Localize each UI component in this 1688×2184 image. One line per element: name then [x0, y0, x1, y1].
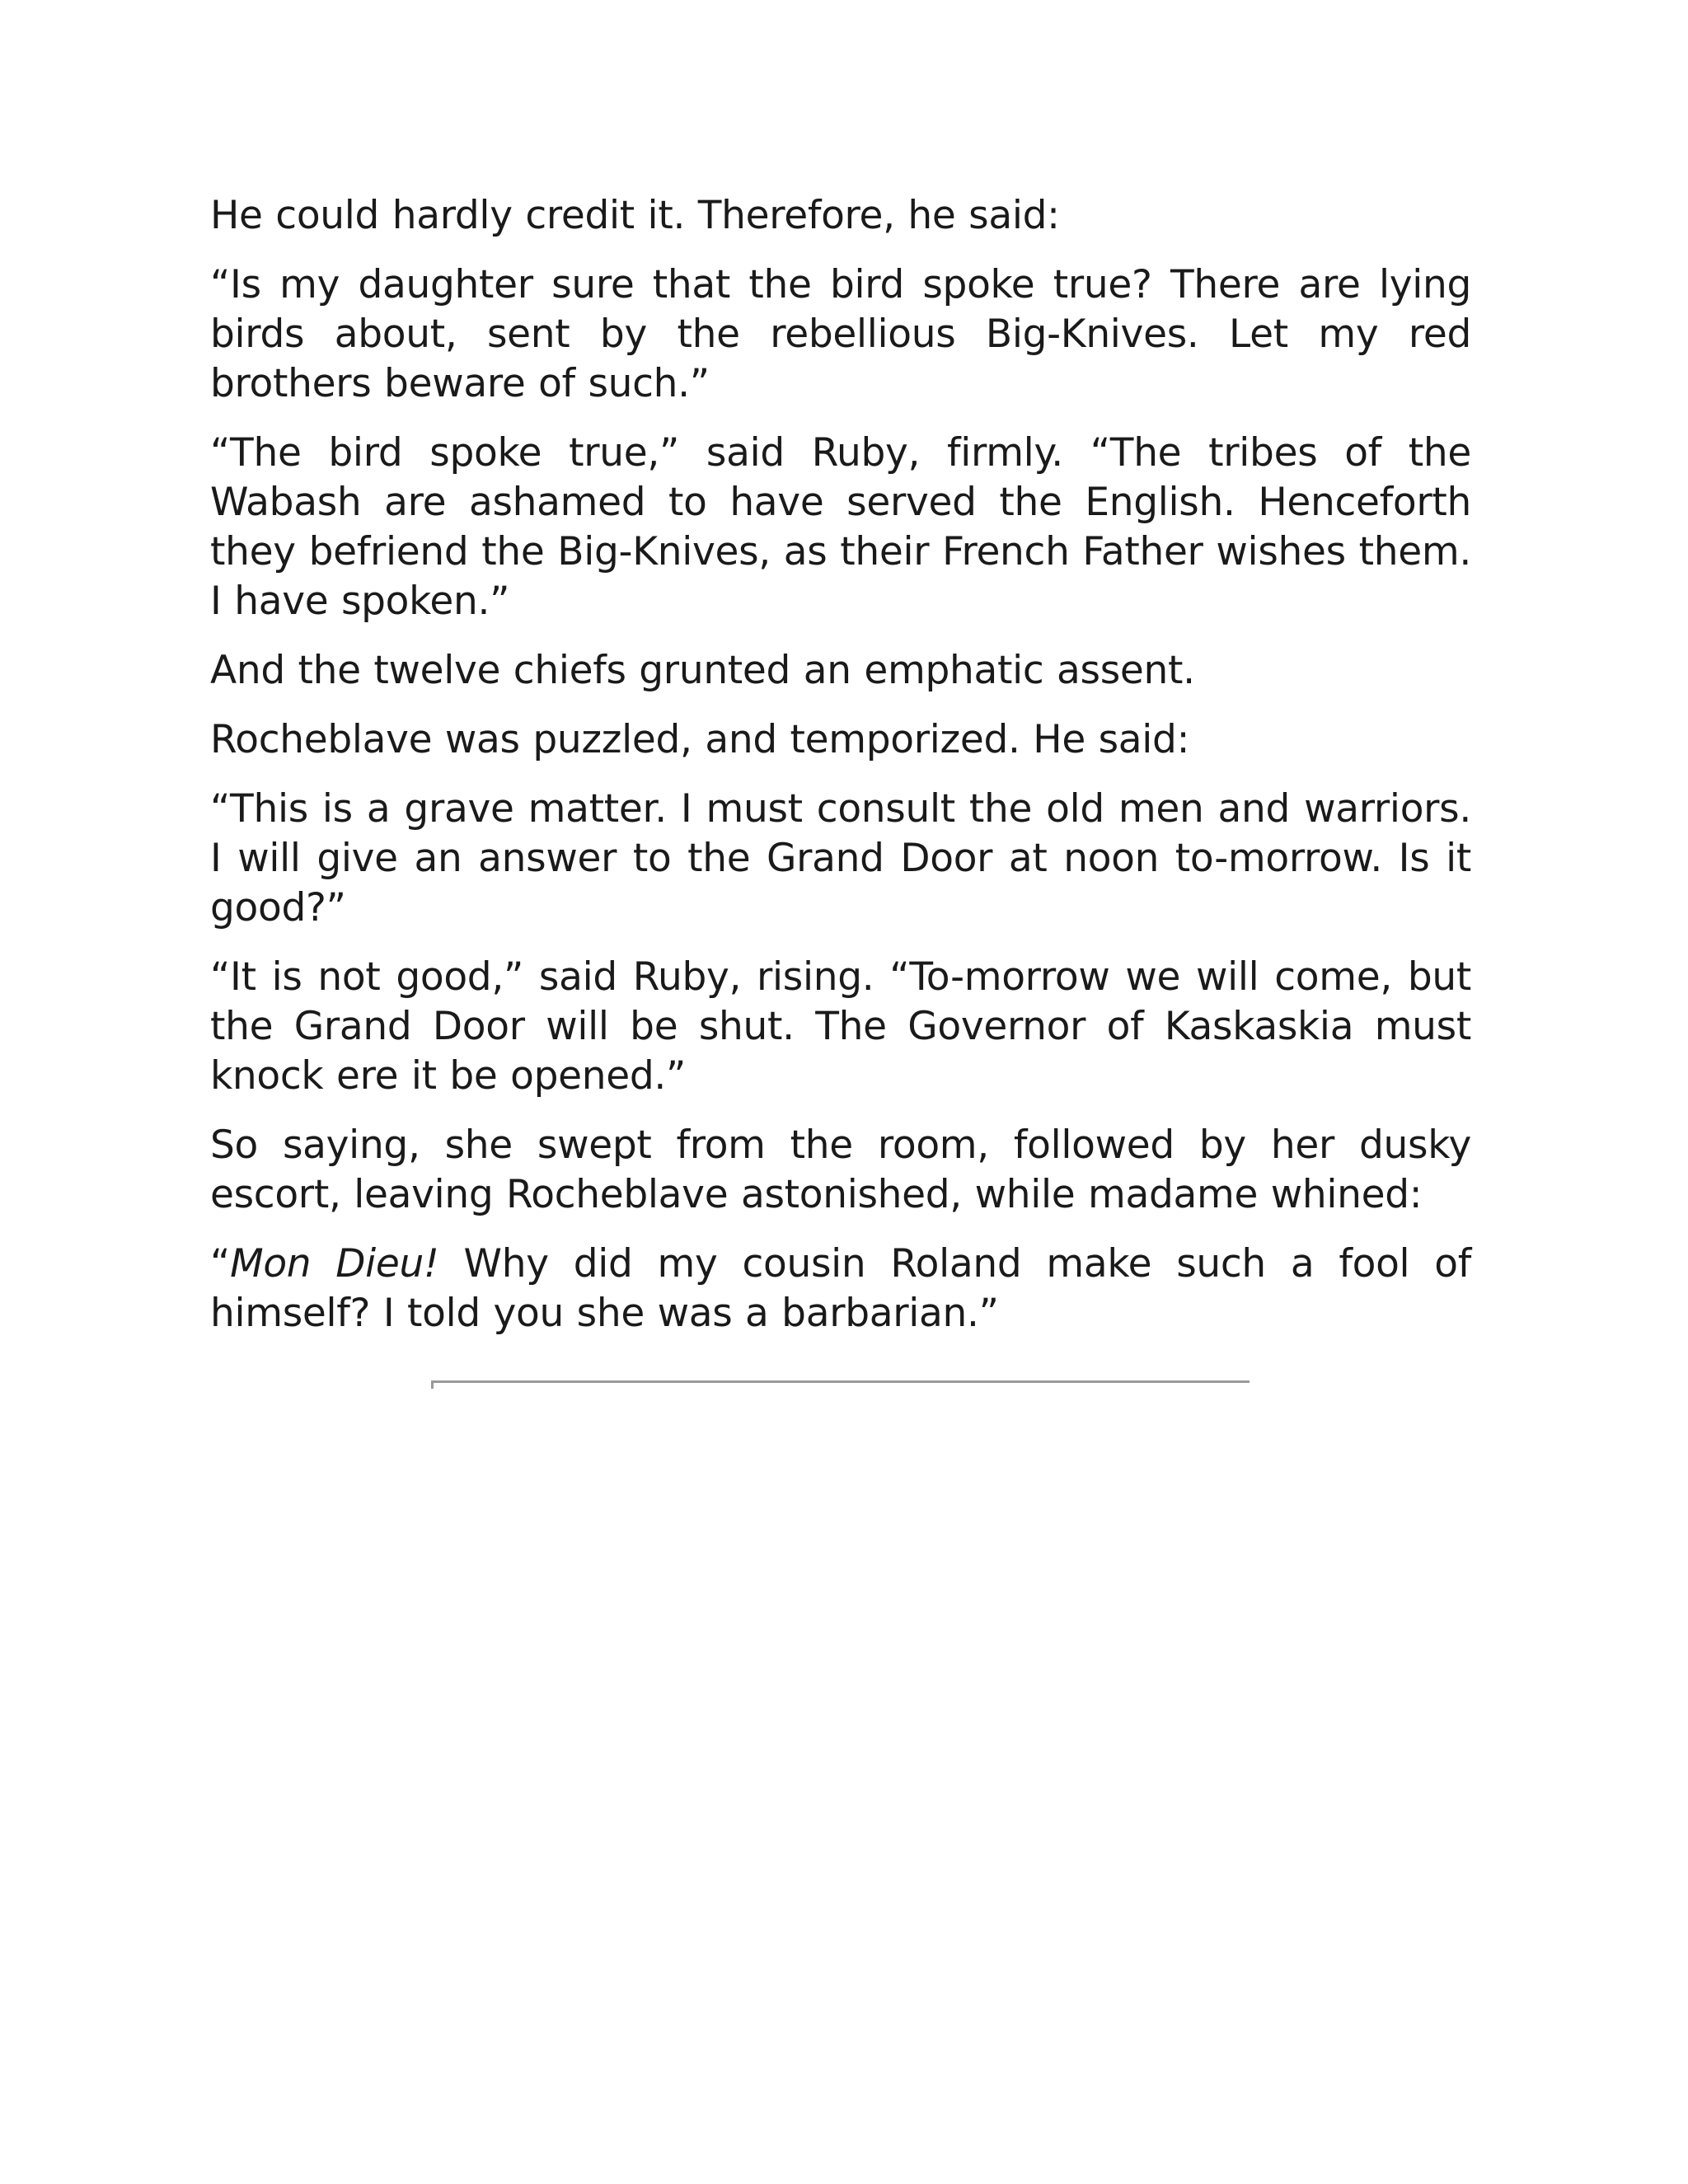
paragraph-9-rest: Why did my cousin Roland make such a fool of himself? I told you she was a barbarian.” [210, 1241, 1471, 1336]
paragraph-5: Rocheblave was puzzled, and temporized. He said: [210, 717, 1190, 762]
page-body [210, 191, 1471, 1358]
open-quote: “ [210, 1241, 231, 1286]
section-divider [431, 1380, 1250, 1383]
section-divider-tick [431, 1380, 434, 1389]
paragraph-4: And the twelve chiefs grunted an emphatic assent. [210, 648, 1195, 693]
italic-phrase: Mon Dieu! [230, 1241, 439, 1286]
paragraph-7: “It is not good,” said Ruby, rising. “To-morrow we will come, but the Grand Door will be shut. The Governor of Kaskaskia must knock ere it be opened.” [210, 954, 1471, 1099]
paragraph-1: He could hardly credit it. Therefore, he said: [210, 193, 1060, 238]
paragraph-8: So saying, she swept from the room, followed by her dusky escort, leaving Rocheblave astonished, while madame whined: [210, 1122, 1471, 1217]
paragraph-6: “This is a grave matter. I must consult the old men and warriors. I will give an answer to the Grand Door at noon to-morrow. Is it good?” [210, 786, 1471, 930]
paragraph-2: “Is my daughter sure that the bird spoke true? There are lying birds about, sent by the rebellious Big-Knives. Let my red brothers beware of such.” [210, 262, 1471, 406]
paragraph-3: “The bird spoke true,” said Ruby, firmly. “The tribes of the Wabash are ashamed to have served the English. Henceforth they befriend the Big-Knives, as their French Father wishes them. I have spoken.” [210, 430, 1471, 624]
paragraph-9 [210, 1240, 1471, 1338]
